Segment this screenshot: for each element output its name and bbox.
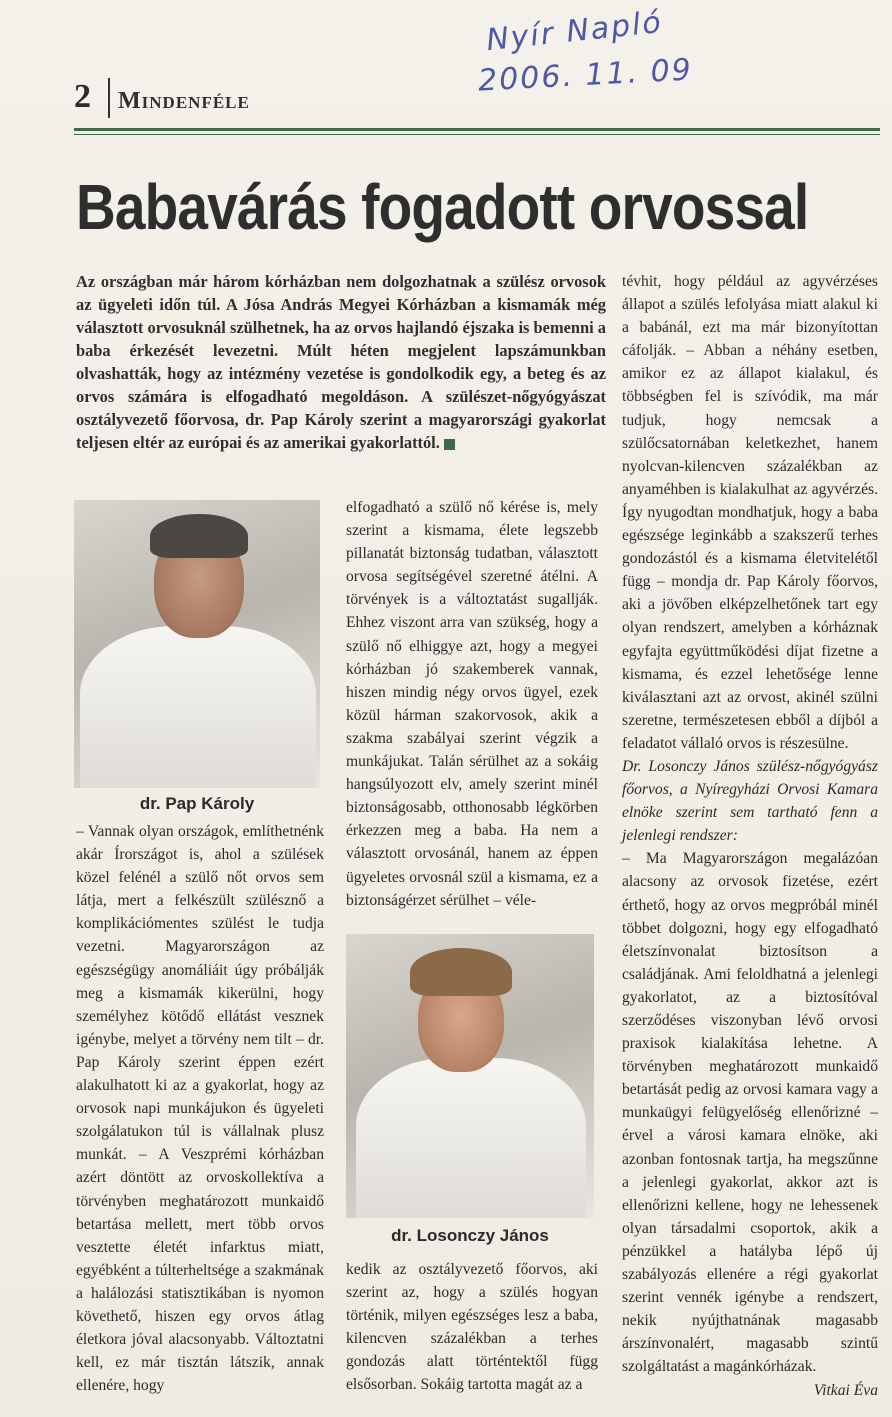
handwritten-source: Nyír Napló xyxy=(484,4,665,59)
column-1 xyxy=(76,820,324,1397)
photo-hair xyxy=(410,948,512,996)
column-2-bottom-text: kedik az osztályvezető főorvos, aki szerint az, hogy a szülés hogyan történik, milyen egészséges lesz a baba, kilencven százalékban a terhes gondozás alatt történtektől függ elsősorban. Sokáig tartotta magát az a xyxy=(346,1261,598,1394)
handwritten-date: 2006. 11. 09 xyxy=(477,52,694,99)
photo-coat xyxy=(356,1058,586,1218)
header-rule xyxy=(74,128,880,131)
photo-pap-karoly xyxy=(74,500,320,788)
photo-losonczy-janos xyxy=(346,934,594,1218)
column-2-top xyxy=(346,496,598,912)
header-divider xyxy=(108,78,110,118)
column-3-paragraph-1: tévhit, hogy például az agyvérzéses állapot a szülés lefolyása miatt alakul ki a babánál, ezt ma már bizonyítottan cáfolják. – Abban a néhány esetben, amikor ez az állapot kialakul, és többségben fel is szívódik, ma már tudjuk, hogy nemcsak a szülőcsatornában keletkezhet, hanem nyolcvan-kilencven százalékban az anyaméhben is kialakulhat az agyvérzés. Így nyugodtan mondhatjuk, hogy a baba egészsége leginkább a szakszerű terhes gondozástól és a kismama életvitelétől függ – mondja dr. Pap Károly főorvos, aki a jövőben elképzelhetőnek tart egy olyan rendszert, amelyben a kórháznak egyfajta együttműködési díjat fizetne a kismama, és ezzel lehetősége lenne kiválasztani azt az orvost, akinél szülni szeretne, természetesen ebből a díjból a feladatot vállaló orvos is részesülne. xyxy=(622,273,878,752)
lead-text: Az országban már három kórházban nem dolgozhatnak a szülész orvosok az ügyeleti időn túl. A Jósa András Megyei Kórházban a kismamák még választott orvosuknál szülhetnek, ha az orvos hajlandó éjszaka is bemenni a baba érkezését levezetni. Múlt héten megjelent lapszámunkban olvashatták, hogy az intézmény vezetése is gondolkodik egy, a beteg és az orvos számára is elfogadható megoldáson. A szülészet-nőgyógyászat osztályvezető főorvosa, dr. Pap Károly szerint a magyarországi gyakorlat teljesen eltér az európai és az amerikai gyakorlattól. xyxy=(76,272,606,452)
photo-coat xyxy=(80,626,316,788)
author-byline: Vitkai Éva xyxy=(813,1381,878,1399)
column-2-top-text: elfogadható a szülő nő kérése is, mely szerint a kismama, élete legszebb pillanatát biztonság tudatban, választott orvosa segítségével szeretné átélni. A törvények is a változtatást sugallják. Ehhez viszont arra van szükség, hogy a szülő nő elhiggye azt, hogy a megyei kórházban jó szakemberek vannak, hiszen mindig négy orvos ügyel, ezek közül hárman szakorvosok, akik a szakma szabályai szerint végzik a munkájukat. Talán sérülhet az a sokáig hangsúlyozott elv, amely szerint minél biztonságosabb, otthonosabb légkörben érkezzen meg a baba. Ha nem a választott orvosánál, hanem az éppen ügyeletes orvosnál szül a kismama, ez a biztonságérzet sérülhet – véle- xyxy=(346,499,598,909)
column-1-text: – Vannak olyan országok, említhetnénk akár Írországot is, ahol a szülések közel felénél a szülő nőt orvos sem látja, mert a felkészült szülésznő a komplikációmentes szülést le tudja vezetni. Magyarországon az egészségügy anomáliáit úgy próbálják meg a kismamák kikerülni, hogy személyhez kötődő ellátást vesznek igénybe, melyet a törvény nem tilt – dr. Pap Károly szerint éppen ezért alakulhatott ki az a gyakorlat, hogy az orvosok napi munkájukon és ügyeleti szolgálatukon túl is vállalnak plusz munkát. – A Veszprémi kórházban azért döntött az orvoskollektíva a törvényben meghatározott munkaidő betartása mellett, mert több orvos vesztette életét infarktus miatt, egyébként a túlterheltsége a szakmának a halálozási statisztikában is nyomon követhető, hiszen egy orvos átlag életkora jóval alacsonyabb. Változtatni kell, ez már tisztán látszik, annak ellenére, hogy xyxy=(76,823,324,1395)
column-3-paragraph-2: Dr. Losonczy János szülész-nőgyógyász főorvos, a Nyíregyházi Orvosi Kamara elnöke szerint sem tartható fenn a jelenlegi rendszer: xyxy=(622,757,878,845)
photo2-caption: dr. Losonczy János xyxy=(391,1226,549,1245)
column-3-paragraph-3: – Ma Magyarországon megalázóan alacsony az orvosok fizetése, ezért érthető, hogy az orvos megpróbál minél többet dolgozni, hogy egy elfogadható életszínvonalat biztosítson a családjának. Ami feloldhatná a jelenlegi gyakorlatot, az a biztosítóval szerződéses viszonyban lévő orvosi praxisok kialakítása lehetne. A törvényben meghatározott munkaidő betartását pedig az orvosi kamara vagy a munkaügyi felügyelőség ellenőrizné – érvel a városi kamara elnöke, aki azonban fontosnak tartja, ha megszűnne a jelenlegi gyakorlat, akkor azt is ellenőrizni kellene, hogy ne lehessenek olyan társadalmi csoportok, akik a pénzükkel a hatályba lépő új szabályozás ellenére a régi gyakorlat szerint vennék igénybe a rendszert, nekik nyújthatnának magasabb árszínvonalért, magasabb szintű szolgáltatást a magánkórházak. xyxy=(622,850,878,1376)
section-title: Mindenféle xyxy=(118,88,250,114)
column-3 xyxy=(622,270,878,1402)
lead-paragraph xyxy=(76,270,606,454)
page-number: 2 xyxy=(74,78,91,115)
headline: Babavárás fogadott orvossal xyxy=(76,171,809,243)
column-2-bottom xyxy=(346,1258,598,1397)
photo1-caption: dr. Pap Károly xyxy=(139,794,255,813)
header-rule-thin xyxy=(74,134,880,135)
photo-hair xyxy=(150,514,248,558)
end-square-icon xyxy=(444,439,455,450)
